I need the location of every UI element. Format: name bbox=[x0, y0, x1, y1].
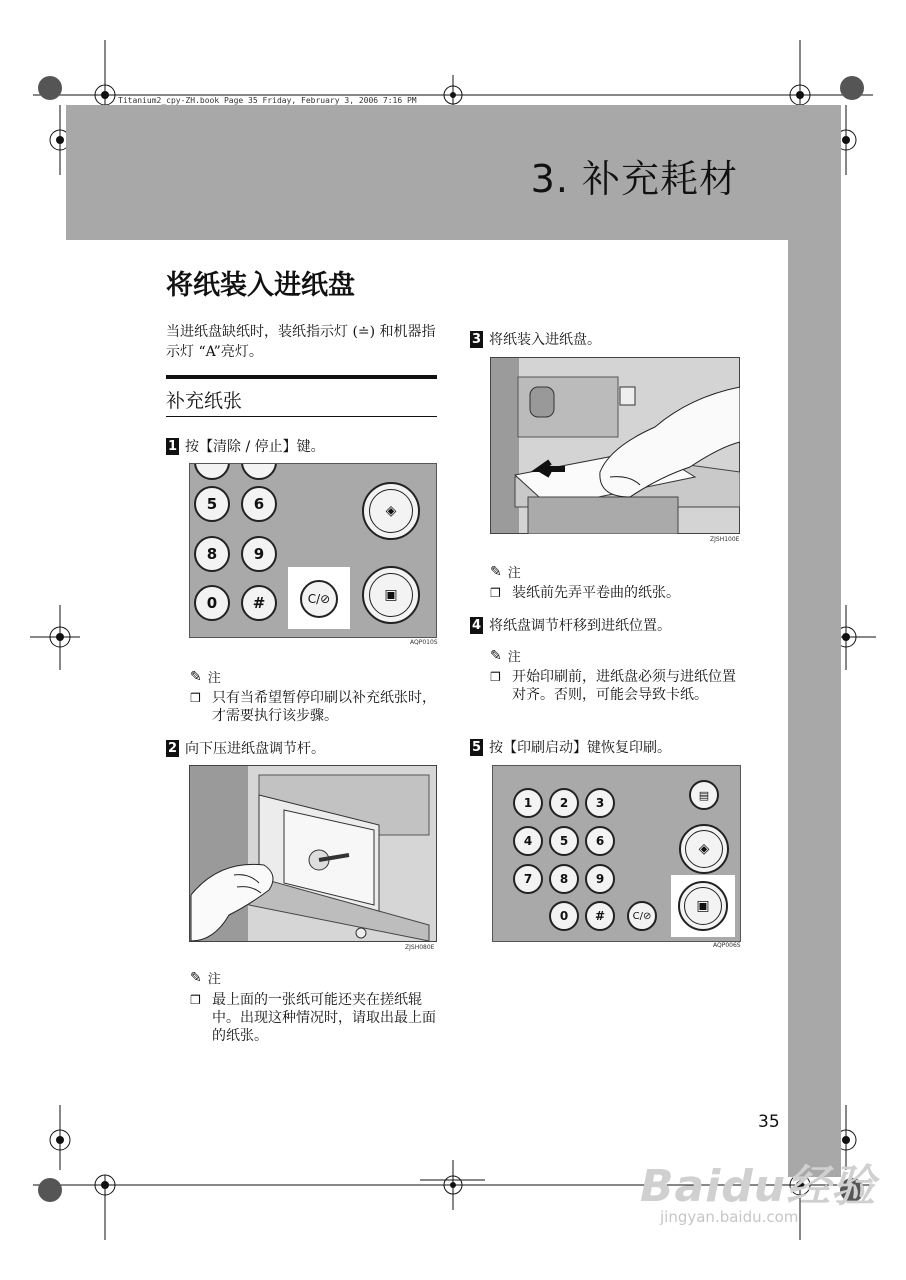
keypad-key: 5 bbox=[194, 486, 230, 522]
keypad-key: 8 bbox=[194, 536, 230, 572]
start-key bbox=[362, 482, 420, 540]
checkbox-icon: ❒ bbox=[490, 586, 501, 600]
step-number: 3 bbox=[471, 331, 482, 347]
note-item: ❒ 开始印刷前，进纸盘必须与进纸位置对齐。否则，可能会导致卡纸。 bbox=[490, 669, 736, 703]
step-5 bbox=[470, 737, 671, 757]
watermark-url: jingyan.baidu.com bbox=[660, 1208, 799, 1226]
keypad-key: 7 bbox=[513, 864, 543, 894]
book-info-line: Titanium2_cpy-ZH.book Page 35 Friday, February 3, 2006 7:16 PM bbox=[118, 96, 417, 105]
figure-code: AQP006S bbox=[713, 942, 741, 949]
section-title: 将纸装入进纸盘 bbox=[166, 270, 355, 301]
header-band-upper bbox=[66, 105, 841, 142]
proof-icon: ▣ bbox=[369, 573, 413, 617]
keypad-key: 1 bbox=[513, 788, 543, 818]
proof-small-key bbox=[689, 780, 719, 810]
section-rule bbox=[166, 375, 437, 379]
document-icon: ▤ bbox=[698, 788, 710, 802]
subsection-rule bbox=[166, 416, 437, 417]
note-heading: ✎ 注 bbox=[190, 969, 221, 987]
step-number: 4 bbox=[471, 617, 482, 633]
note-item: ❒ 最上面的一张纸可能还夹在搓纸辊中。出现这种情况时，请取出最上面的纸张。 bbox=[190, 992, 436, 1044]
note-item: ❒ 只有当希望暂停印刷以补充纸张时，才需要执行该步骤。 bbox=[190, 690, 436, 724]
keypad-figure-2 bbox=[492, 765, 741, 942]
step-number: 2 bbox=[167, 740, 178, 756]
print-start-key bbox=[678, 881, 728, 931]
keypad-key: 9 bbox=[241, 536, 277, 572]
print-icon: ▣ bbox=[684, 887, 722, 925]
figure-code: ZJSH080E bbox=[405, 944, 435, 951]
chapter-title: 3. 补充耗材 bbox=[530, 157, 738, 201]
pencil-icon: ✎ bbox=[190, 969, 202, 986]
checkbox-icon: ❒ bbox=[190, 691, 201, 705]
keypad-key: # bbox=[241, 585, 277, 621]
step-text: 将纸盘调节杆移到进纸位置。 bbox=[489, 618, 671, 634]
keypad-figure-1 bbox=[189, 463, 437, 638]
note-heading: ✎ 注 bbox=[490, 647, 521, 665]
step-3 bbox=[470, 329, 601, 349]
page-number: 35 bbox=[758, 1112, 780, 1132]
note-heading: ✎ 注 bbox=[490, 563, 521, 581]
load-paper-figure bbox=[490, 357, 740, 534]
keypad-key: 6 bbox=[241, 486, 277, 522]
step-text: 将纸装入进纸盘。 bbox=[489, 332, 601, 348]
keypad-key: 2 bbox=[549, 788, 579, 818]
checkbox-icon: ❒ bbox=[490, 670, 501, 684]
step-text: 向下压进纸盘调节杆。 bbox=[185, 741, 325, 757]
figure-code: ZJSH100E bbox=[710, 536, 740, 543]
pencil-icon: ✎ bbox=[190, 668, 202, 685]
keypad-key: 0 bbox=[194, 585, 230, 621]
start-icon: ◈ bbox=[685, 830, 723, 868]
start-icon: ◈ bbox=[369, 489, 413, 533]
keypad-key: 9 bbox=[585, 864, 615, 894]
keypad-key: 6 bbox=[585, 826, 615, 856]
keypad-key: 5 bbox=[549, 826, 579, 856]
keypad-key: 4 bbox=[513, 826, 543, 856]
pencil-icon: ✎ bbox=[490, 563, 502, 580]
intro-paragraph: 当进纸盘缺纸时，装纸指示灯 (≐) 和机器指示灯 “A”亮灯。 bbox=[166, 324, 436, 360]
checkbox-icon: ❒ bbox=[190, 993, 201, 1007]
step-4 bbox=[470, 615, 671, 635]
subsection-title: 补充纸张 bbox=[166, 390, 243, 412]
step-2 bbox=[166, 738, 325, 758]
keypad-key: 3 bbox=[585, 788, 615, 818]
keypad-key: 8 bbox=[549, 864, 579, 894]
keypad-key: # bbox=[585, 901, 615, 931]
side-thumb-band bbox=[788, 142, 841, 1177]
figure-code: AQP010S bbox=[410, 639, 438, 646]
step-text: 按【印刷启动】键恢复印刷。 bbox=[489, 740, 671, 756]
proof-key bbox=[362, 566, 420, 624]
step-number: 1 bbox=[167, 438, 178, 454]
clear-stop-key: C/⊘ bbox=[300, 580, 338, 618]
watermark-brand: Baidu经验 bbox=[640, 1161, 877, 1212]
step-1 bbox=[166, 436, 325, 456]
clear-stop-key: C/⊘ bbox=[627, 901, 657, 931]
step-number: 5 bbox=[471, 739, 482, 755]
start-key bbox=[679, 824, 729, 874]
note-item: ❒ 装纸前先弄平卷曲的纸张。 bbox=[490, 585, 680, 601]
tray-lever-figure bbox=[189, 765, 437, 942]
step-text: 按【清除 / 停止】键。 bbox=[185, 439, 325, 455]
keypad-key: 0 bbox=[549, 901, 579, 931]
note-heading: ✎ 注 bbox=[190, 668, 221, 686]
pencil-icon: ✎ bbox=[490, 647, 502, 664]
